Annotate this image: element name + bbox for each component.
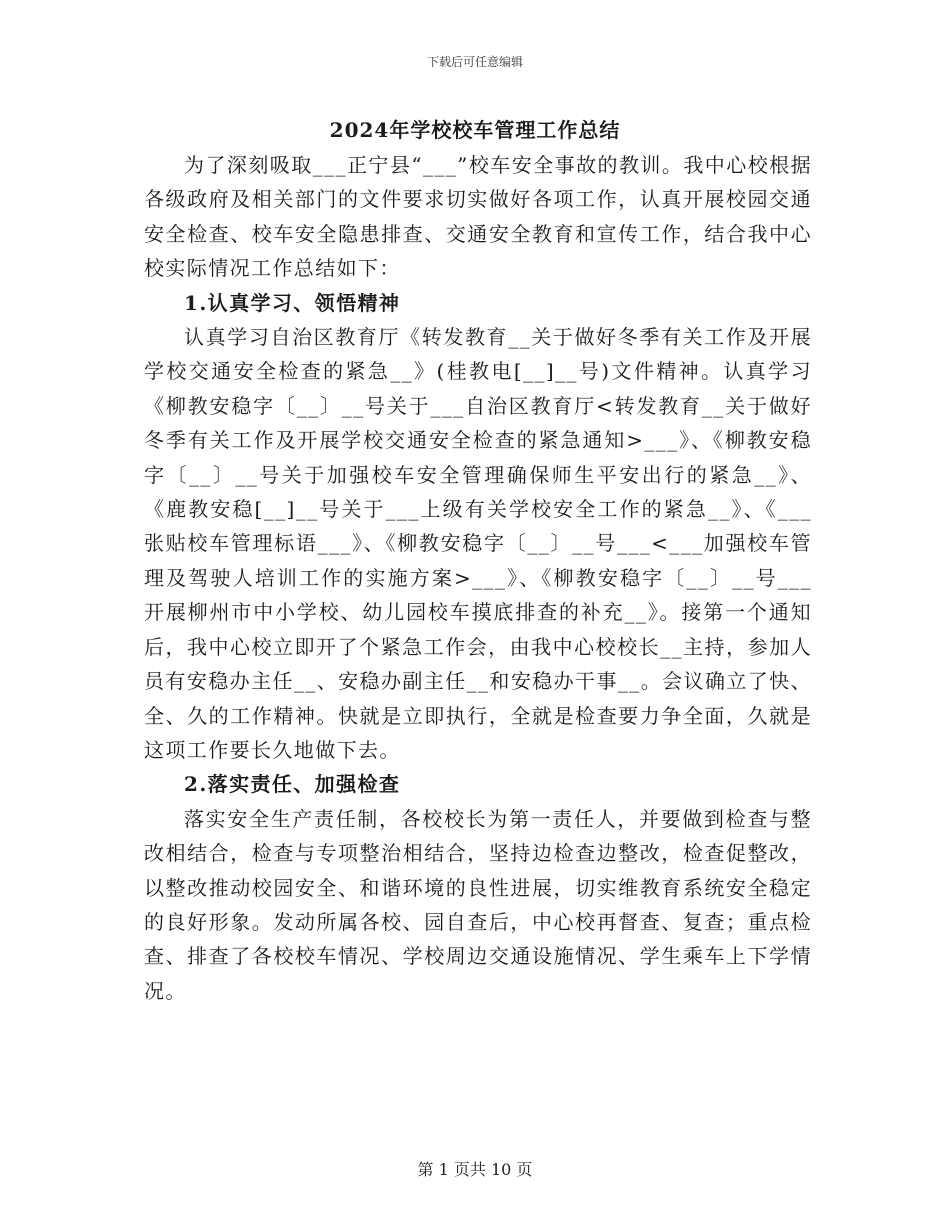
section-body-2: 落实安全生产责任制，各校校长为第一责任人，并要做到检查与整改相结合，检查与专项整治相结合，坚持边检查边整改，检查促整改，以整改推动校园安全、和谐环境的良性进展，切实维教育系统安全稳定的良好形象。发动所属各校、园自查后，中心校再督查、复查；重点检查、排查了各校校车情况、学校周边交通设施情况、学生乘车上下学情况。 <box>144 806 812 1003</box>
section-body-1: 认真学习自治区教育厅《转发教育__关于做好冬季有关工作及开展学校交通安全检查的紧急__》(桂教电[__]__号)文件精神。认真学习《柳教安稳字〔__〕__号关于___自治区教育厅<转发教育__关于做好冬季有关工作及开展学校交通安全检查的紧急通知>___》、《柳教安稳字〔__〕__号关于加强校车安全管理确保师生平安出行的紧急__》、《鹿教安稳[__]__号关于___上级有关学校安全工作的紧急__》、《___张贴校车管理标语___》、《柳教安稳字〔__〕__号___<___加强校车管理及驾驶人培训工作的实施方案>___》、《柳教安稳字〔__〕__号___开展柳州市中小学校、幼儿园校车摸底排查的补充__》。接第一个通知后，我中心校立即开了个紧急工作会，由我中心校校长__主持，参加人员有安稳办主任__、安稳办副主任__和安稳办干事__。会议确立了快、全、久的工作精神。快就是立即执行，全就是检查要力争全面，久就是这项工作要长久地做下去。 <box>144 325 812 762</box>
document-body <box>144 148 812 1008</box>
section-heading-2: 2.落实责任、加强检查 <box>184 772 401 797</box>
section-heading-1: 1.认真学习、领悟精神 <box>184 290 401 315</box>
header-note: 下载后可任意编辑 <box>426 55 523 69</box>
intro-paragraph: 为了深刻吸取___正宁县“___”校车安全事故的教训。我中心校根据各级政府及相关部门的文件要求切实做好各项工作，认真开展校园交通安全检查、校车安全隐患排查、交通安全教育和宣传工作，结合我中心校实际情况工作总结如下： <box>144 153 812 281</box>
document-title: 2024年学校校车管理工作总结 <box>329 118 621 142</box>
page-footer: 第 1 页共 10 页 <box>417 1160 533 1179</box>
